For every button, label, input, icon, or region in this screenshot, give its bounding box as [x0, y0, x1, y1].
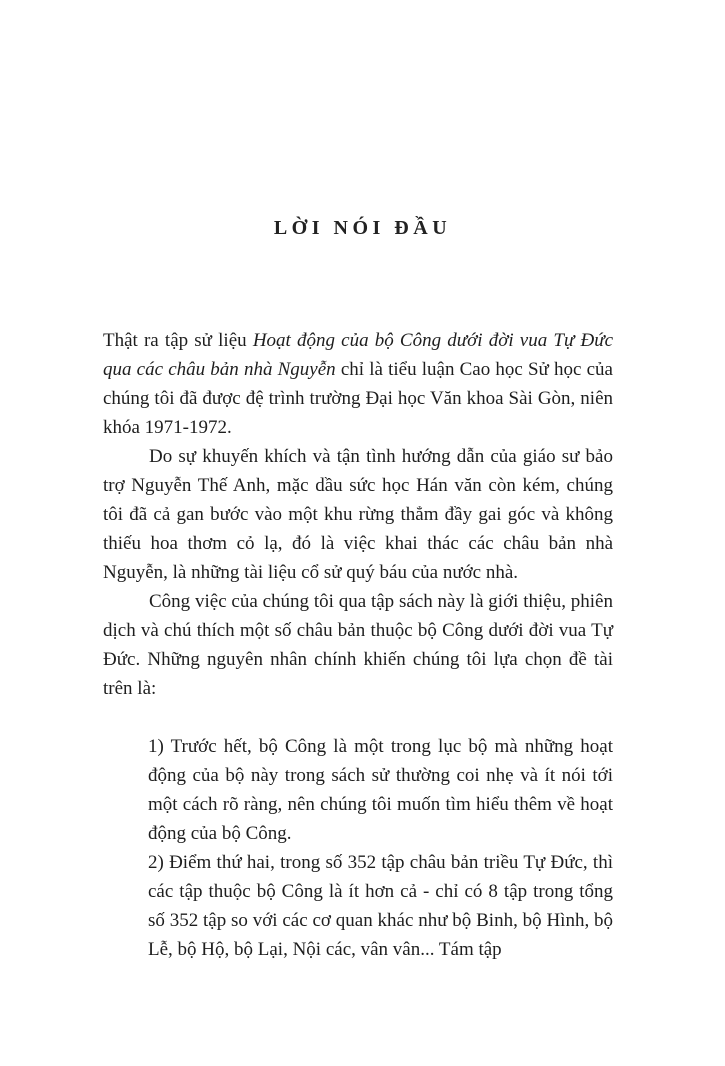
paragraph-intro: [103, 326, 613, 442]
reason-item-1: 1) Trước hết, bộ Công là một trong lục bộ mà những hoạt động của bộ này trong sách sử thường coi nhẹ và ít nói tới một cách rõ ràng, nên chúng tôi muốn tìm hiểu thêm về hoạt động của bộ Công.: [148, 736, 613, 844]
reason-item-2: 2) Điểm thứ hai, trong số 352 tập châu bản triều Tự Đức, thì các tập thuộc bộ Công là ít hơn cả - chỉ có 8 tập trong tổng số 352 tập so với các cơ quan khác như bộ Binh, bộ Hình, bộ Lễ, bộ Hộ, bộ Lại, Nội các, vân vân... Tám tập: [148, 852, 613, 960]
paragraph-encouragement: Do sự khuyến khích và tận tình hướng dẫn của giáo sư bảo trợ Nguyễn Thế Anh, mặc dầu sức học Hán văn còn kém, chúng tôi đã cả gan bước vào một khu rừng thẳm đầy gai góc và không thiếu hoa thơm cỏ lạ, đó là việc khai thác các châu bản nhà Nguyễn, là những tài liệu cổ sử quý báu của nước nhà.: [103, 446, 613, 583]
intro-text-after: chỉ là tiểu luận Cao học Sử học của chúng tôi đã được đệ trình trường Đại học Văn khoa Sài Gòn, niên khóa 1971-1972.: [103, 359, 613, 438]
reasons-list: [103, 732, 613, 964]
page-title: LỜI NÓI ĐẦU: [273, 217, 452, 239]
intro-text-before: Thật ra tập sử liệu: [103, 330, 253, 351]
preface-body: [103, 326, 613, 964]
paragraph-purpose: Công việc của chúng tôi qua tập sách này là giới thiệu, phiên dịch và chú thích một số châu bản thuộc bộ Công dưới đời vua Tự Đức. Những nguyên nhân chính khiến chúng tôi lựa chọn đề tài trên là:: [103, 591, 613, 699]
thesis-title-italic: Hoạt động của bộ Công dưới đời vua Tự Đức qua các châu bản nhà Nguyễn: [103, 330, 613, 380]
